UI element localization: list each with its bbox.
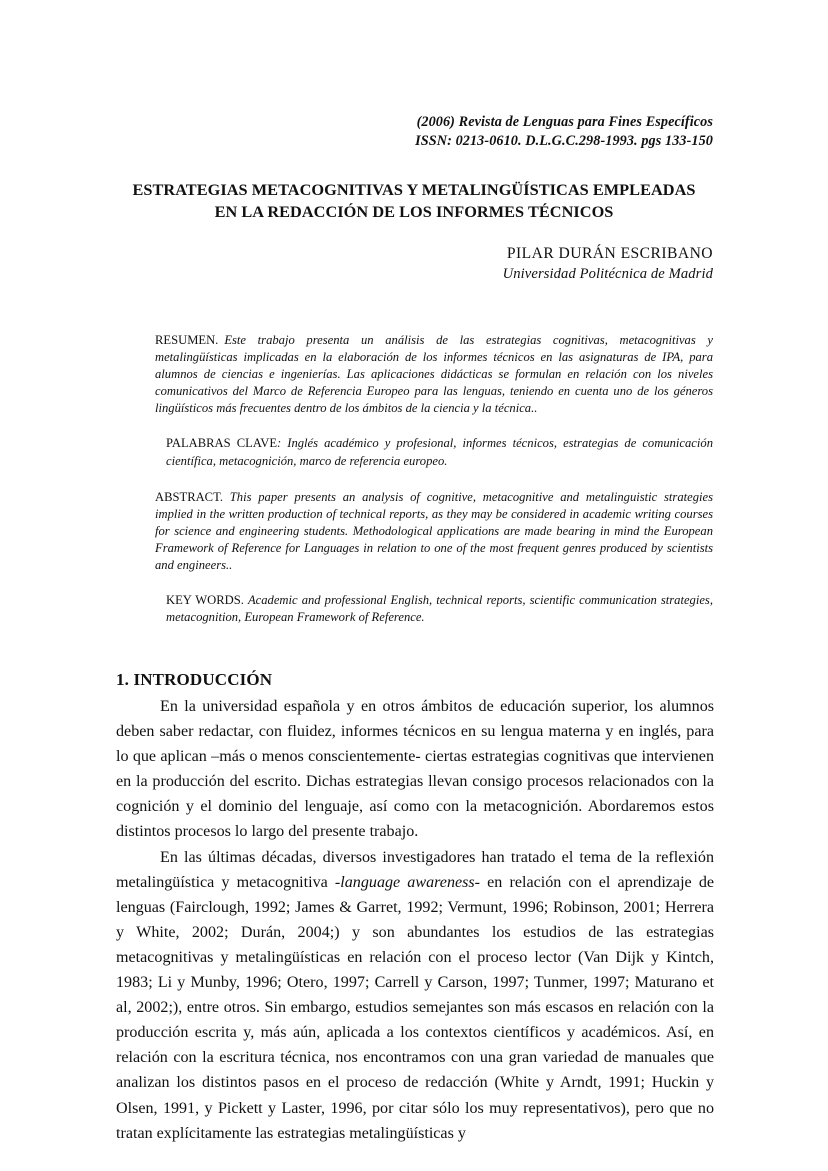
page-title-line-1: ESTRATEGIAS METACOGNITIVAS Y METALINGÜÍSTICAS EMPLEADAS [132,179,696,199]
author-block [503,243,713,285]
resumen-text: Este trabajo presenta un análisis de las estrategias cognitivas, metacognitivas y metalingüísticas implicadas en la elaboración de los informes técnicos en las asignaturas de IPA, para alumnos de ciencias e ingenierías. Las aplicaciones didácticas se formulan en relación con los niveles comunicativos del Marco de Referencia Europeo para las lenguas, teniendo en cuenta uno de los géneros lingüísticos más frecuentes dentro de los ámbitos de la ciencia y la técnica.. [155,333,713,416]
journal-header [415,113,713,150]
abstract-text: This paper presents an analysis of cognitive, metacognitive and metalinguistic strategies implied in the written production of technical reports, as they may be considered in academic writing courses for science and engineering students. Methodological applications are made bearing in mind the European Framework of Reference for Languages in relation to one of the most frequent genres produced by scientists and engineers.. [155,489,713,573]
paragraph-1: En la universidad española y en otros ámbitos de educación superior, los alumnos deben saber redactar, con fluidez, informes técnicos en su lengua materna y en inglés, para lo que aplican –más o menos conscientemente- ciertas estrategias cognitivas que intervienen en la producción del escrito. Dichas estrategias llevan consigo procesos relacionados con la cognición y el dominio del lenguaje, así como con la metacognición. Abordaremos estos distintos procesos lo largo del presente trabajo. [116,698,714,841]
author-affiliation: Universidad Politécnica de Madrid [502,266,713,282]
section-heading-introduccion: 1. INTRODUCCIÓN [116,670,273,690]
journal-header-line-2: ISSN: 0213-0610. D.L.G.C.298-1993. pgs 133-150 [415,132,713,149]
paragraph-2 [116,845,714,1146]
paragraph-2-part-b: en relación con el aprendizaje de lenguas (Fairclough, 1992; James & Garret, 1992; Vermunt, 1996; Robinson, 2001; Herrera y White, 2002; Durán, 2004;) y son abundantes los estudios de las estrategias metacognitivas y metalingüísticas en relación con el proceso lector (Van Dijk y Kintch, 1983; Li y Munby, 1996; Otero, 1997; Carrell y Carson, 1997; Tunmer, 1997; Maturano et al, 2002;), entre otros. Sin embargo, estudios semejantes son más escasos en relación con la producción escrita y, más aún, aplicada a los contextos científicos y académicos. Así, en relación con la escritura técnica, nos encontramos con una gran variedad de manuales que analizan los distintos pasos en el proceso de redacción (White y Arndt, 1991; Huckin y Olsen, 1991, y Pickett y Laster, 1996, por citar sólo los muy representativos), pero que no tratan explícitamente las estrategias metalingüísticas y [116,873,715,1142]
palabras-clave-punct: : [277,436,282,451]
author-name: PILAR DURÁN ESCRIBANO [506,245,713,262]
page-title [114,179,714,224]
paragraph-2-emphasis: -language awareness- [334,873,481,891]
abstract-region [155,332,713,626]
abstract-block [155,489,713,574]
key-words-text: Academic and professional English, technical reports, scientific communication strategies, metacognition, European Framework of Reference. [166,593,713,625]
journal-header-line-1: (2006) Revista de Lenguas para Fines Específicos [416,114,713,130]
palabras-clave-label: PALABRAS CLAVE [166,436,278,451]
palabras-clave-block [155,435,713,469]
key-words-block [155,592,713,626]
resumen-block [155,332,713,417]
paragraph-2-part-a: En las últimas décadas, diversos investigadores han tratado el tema de la reflexión metalingüística y metacognitiva [116,848,714,891]
body-text [116,694,714,1146]
key-words-label: KEY WORDS. [166,593,244,608]
resumen-label: RESUMEN. [155,333,219,347]
palabras-clave-text: Inglés académico y profesional, informes técnicos, estrategias de comunicación científica, metacognición, marco de referencia europeo. [166,436,713,468]
abstract-label: ABSTRACT. [155,489,223,504]
page-title-line-2: EN LA REDACCIÓN DE LOS INFORMES TÉCNICOS [214,202,614,222]
